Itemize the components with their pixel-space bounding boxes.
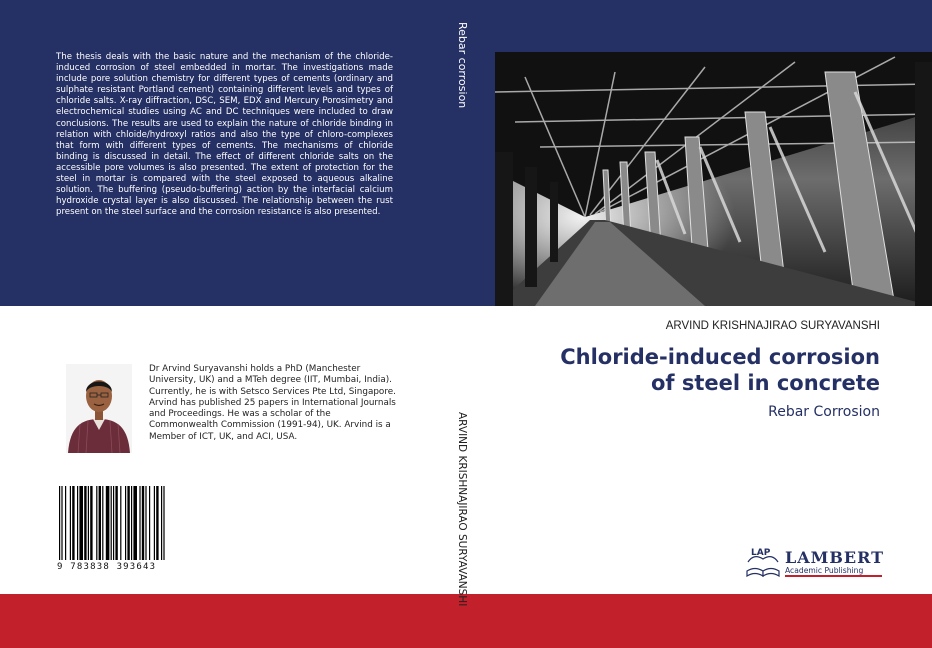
isbn-barcode <box>57 486 205 563</box>
lambert-publisher-logo <box>745 545 885 579</box>
back-cover-blurb: The thesis deals with the basic nature and the mechanism of the chloride-induced corrosion of steel embedded in mortar. The investigations made include pore solution chemistry for different types of cements (ordinary and sulphate resistant Portland cement) containing different levels and types of chloride salts. X-ray diffraction, DSC, SEM, EDX and Mercury Porosimetry and electrochemical studies using AC and DC techniques were included to draw conclusions. The results are used to explain the nature of chloride binding in relation with chloide/hydroxyl ratios and also the type of chloro-complexes that form with different types of cements. The mechanisms of chloride binding is discussed in detail. The effect of different chloride salts on the accessible pore volumes is also presented. The extent of protection for the steel in mortar is compared with the steel exposed to aqueous alkaline solution. The buffering (pseudo-buffering) action by the interfacial calcium hydroxide crystal layer is also discussed. The relationship between the rust present on the steel surface and the corrosion resistance is also presented. <box>56 52 393 218</box>
publisher-tagline: Academic Publishing <box>785 566 864 575</box>
cover-photo-steel-bridge <box>495 52 932 306</box>
book-subtitle: Rebar Corrosion <box>768 404 880 420</box>
author-bio: Dr Arvind Suryavanshi holds a PhD (Manchester University, UK) and a MTeh degree (IIT, Mumbai, India). Currently, he is with Setsco Services Pte Ltd, Singapore. Arvind has published 25 papers in International Journals and Proceedings. He was a scholar of the Commonwealth Commission (1991-94), UK. Arvind is a Member of ICT, UK, and ACI, USA. <box>149 364 396 442</box>
logo-mark: LAP <box>751 548 771 558</box>
book-title <box>500 344 880 396</box>
front-author-name: ARVIND KRISHNAJIRAO SURYAVANSHI <box>665 320 880 332</box>
spine-author: ARVIND KRISHNAJIRAO SURYAVANSHI <box>456 412 468 607</box>
publisher-name: LAMBERT <box>785 548 885 567</box>
logo-underline <box>785 575 882 577</box>
book-title-line-1: Chloride-induced corrosion <box>560 345 880 369</box>
spine-title: Rebar corrosion <box>456 22 469 109</box>
open-book-icon <box>747 557 779 576</box>
isbn-barcode-digits: 9 783838 393643 <box>57 562 157 572</box>
book-title-line-2: of steel in concrete <box>650 371 880 395</box>
author-portrait <box>66 364 132 453</box>
